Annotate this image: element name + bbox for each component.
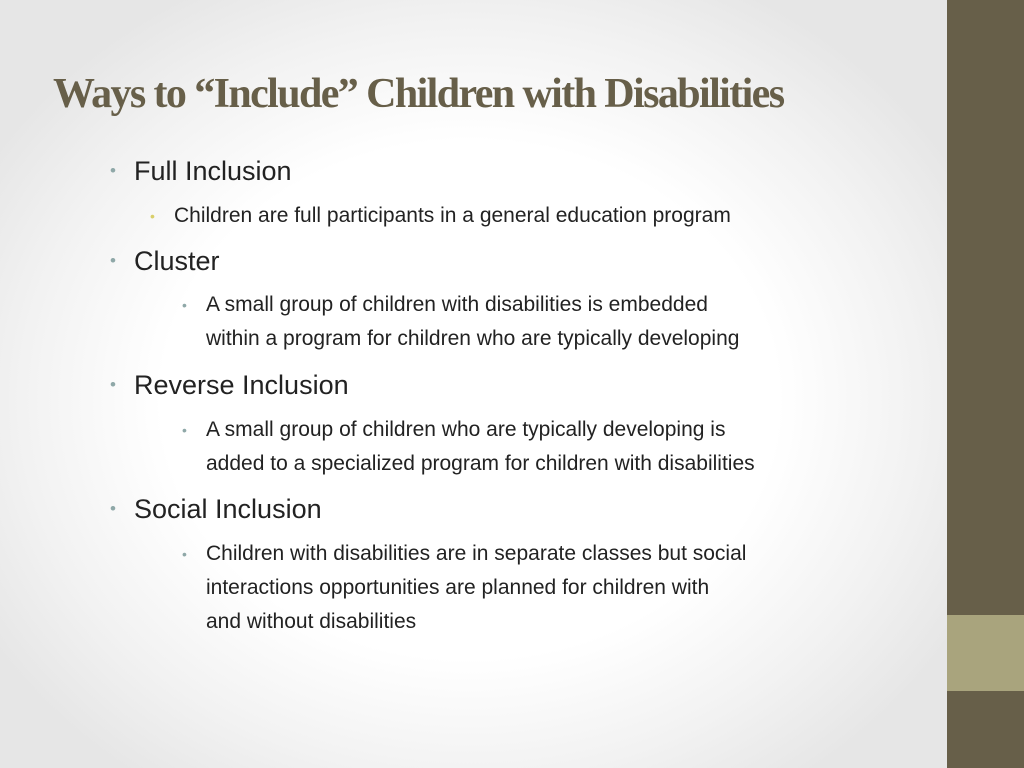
sub-bullet-line: added to a specialized program for children with disabilities bbox=[206, 452, 755, 475]
bullet-label: Full Inclusion bbox=[134, 156, 292, 186]
sub-bullet-icon: • bbox=[182, 546, 187, 562]
bullet-icon: • bbox=[110, 161, 116, 180]
bullet-icon: • bbox=[110, 499, 116, 518]
sub-bullet-icon: • bbox=[182, 297, 187, 313]
sub-bullet-line: and without disabilities bbox=[206, 610, 417, 633]
bullet-icon: • bbox=[110, 375, 116, 394]
sub-bullet-line: A small group of children with disabilities is embedded bbox=[206, 293, 708, 316]
sub-bullet-icon: • bbox=[150, 208, 155, 224]
sub-bullet-line: A small group of children who are typically developing is bbox=[206, 418, 726, 441]
bullet-label: Social Inclusion bbox=[134, 494, 322, 524]
side-bar-accent bbox=[947, 615, 1024, 691]
bullet-label: Reverse Inclusion bbox=[134, 370, 349, 400]
sub-bullet-line: interactions opportunities are planned for children with bbox=[206, 576, 710, 599]
sub-bullet-line: Children are full participants in a general education program bbox=[174, 204, 731, 227]
bullet-label: Cluster bbox=[134, 246, 220, 276]
slide-title: Ways to “Include” Children with Disabilities bbox=[53, 71, 784, 117]
sub-bullet-icon: • bbox=[182, 422, 187, 438]
sub-bullet-line: within a program for children who are typically developing bbox=[206, 327, 740, 350]
sub-bullet-line: Children with disabilities are in separate classes but social bbox=[206, 542, 747, 565]
bullet-icon: • bbox=[110, 251, 116, 270]
